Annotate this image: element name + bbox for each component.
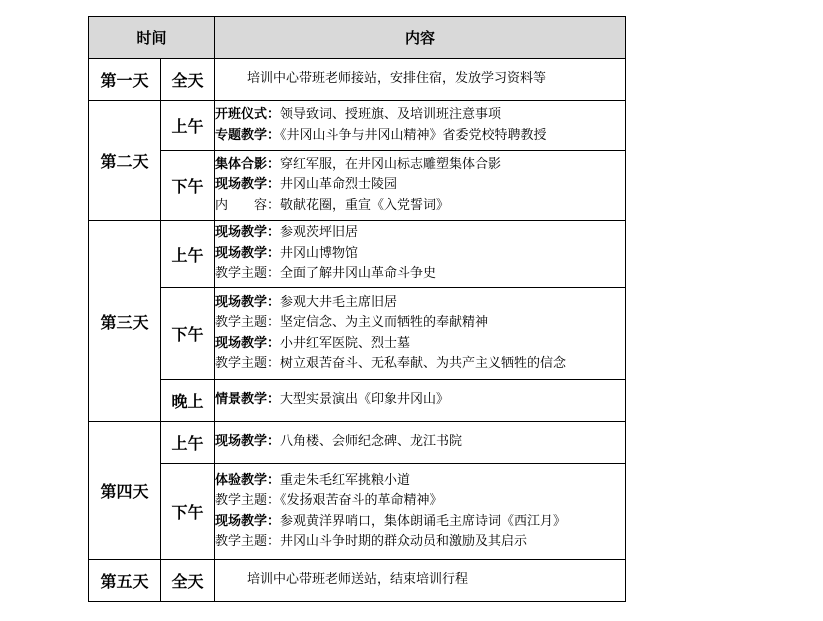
content-text: 井冈山革命烈士陵园 [280,177,398,193]
content-label: 现场教学： [215,245,281,261]
content-cell [215,101,626,151]
content-line [215,512,625,533]
table-row [89,380,626,422]
table-row [89,59,626,101]
schedule-table [88,16,626,602]
content-line [215,293,625,314]
content-line [215,491,625,512]
content-text: 教学主题：《发扬艰苦奋斗的革命精神》 [215,493,443,508]
content-line [215,532,625,553]
period-label: 全天 [161,560,215,602]
content-text: 教学主题：树立艰苦奋斗、无私奉献、为共产主义牺牲的信念 [215,356,567,371]
content-cell [215,380,626,422]
period-label: 全天 [161,59,215,101]
content-line [247,570,625,591]
table-row [89,221,626,288]
content-line [215,244,625,265]
content-line [215,196,625,217]
period-label: 下午 [161,464,215,560]
content-line [215,390,625,411]
table-row [89,464,626,560]
content-line [215,105,625,126]
header-time: 时间 [89,17,215,59]
content-cell [215,464,626,560]
period-label: 下午 [161,151,215,221]
content-line [215,223,625,244]
day-label: 第二天 [89,101,161,221]
content-text: 培训中心带班老师送站，结束培训行程 [247,572,469,588]
content-label: 专题教学： [215,127,281,143]
table-row [89,288,626,380]
content-line [215,313,625,334]
content-text: 内 容：敬献花圈，重宣《入党誓词》 [215,197,450,213]
content-text: 井冈山博物馆 [280,245,359,261]
content-cell [215,151,626,221]
day-label: 第一天 [89,59,161,101]
content-text: 参观大井毛主席旧居 [280,294,398,310]
content-label: 现场教学： [215,225,281,241]
table-row [89,151,626,221]
table-row [89,422,626,464]
content-label: 情景教学： [215,392,281,408]
content-cell [215,560,626,602]
content-line [215,354,625,375]
content-label: 体验教学： [215,472,281,488]
content-line [215,432,625,453]
content-text: 穿红军服，在井冈山标志雕塑集体合影 [280,156,502,172]
content-text: 领导致词、授班旗、及培训班注意事项 [280,107,502,122]
period-label: 下午 [161,288,215,380]
content-label: 开班仪式： [215,107,281,122]
content-line [215,264,625,285]
content-cell [215,221,626,288]
content-cell [215,422,626,464]
content-text: 小井红军医院、烈士墓 [280,335,411,351]
table-row [89,101,626,151]
content-label: 现场教学： [215,434,281,450]
header-row [89,17,626,59]
content-label: 现场教学： [215,294,281,310]
content-text: 重走朱毛红军挑粮小道 [280,472,411,488]
content-line [247,69,625,90]
period-label: 上午 [161,422,215,464]
content-text: 八角楼、会师纪念碑、龙江书院 [280,434,463,450]
content-line [215,471,625,492]
content-label: 现场教学： [215,177,281,193]
content-line [215,155,625,176]
day-label: 第四天 [89,422,161,560]
content-label: 集体合影： [215,156,281,172]
content-line [215,175,625,196]
day-label: 第五天 [89,560,161,602]
content-line [215,334,625,355]
header-content: 内容 [215,17,626,59]
period-label: 上午 [161,101,215,151]
content-text: 教学主题：坚定信念、为主义而牺牲的奉献精神 [215,315,489,330]
content-label: 现场教学： [215,335,281,351]
content-text: 大型实景演出《印象井冈山》 [280,392,450,408]
content-text: 教学主题：井冈山斗争时期的群众动员和激励及其启示 [215,534,528,549]
content-cell [215,59,626,101]
content-text: 教学主题：全面了解井冈山革命斗争史 [215,266,437,282]
content-text: 《井冈山斗争与井冈山精神》省委党校特聘教授 [280,127,547,143]
content-text: 参观黄洋界哨口，集体朗诵毛主席诗词《西江月》 [280,513,567,529]
content-label: 现场教学： [215,513,281,529]
content-cell [215,288,626,380]
day-label: 第三天 [89,221,161,422]
period-label: 上午 [161,221,215,288]
content-text: 参观茨坪旧居 [280,225,359,241]
table-row [89,560,626,602]
content-line [215,126,625,147]
period-label: 晚上 [161,380,215,422]
content-text: 培训中心带班老师接站，安排住宿，发放学习资料等 [247,71,547,87]
